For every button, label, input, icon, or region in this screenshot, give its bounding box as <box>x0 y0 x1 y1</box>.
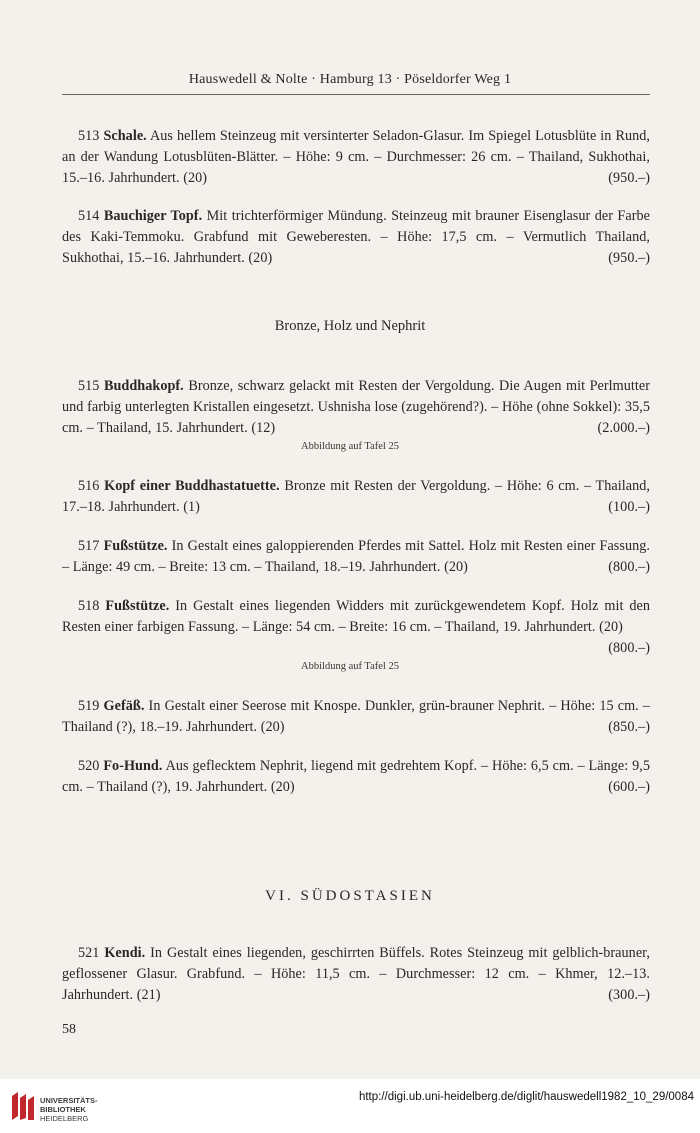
entry-text: In Gestalt eines liegenden Widders mit zurückgewendetem Kopf. Holz mit den Resten einer farbigen Fassung. – Länge: 54 cm. – Breite: 16 cm. – Thailand, 19. Jahrhundert. (20) <box>62 598 650 635</box>
catalog-entry-513 <box>62 126 650 189</box>
entry-title: Bauchiger Topf. <box>103 208 203 224</box>
entry-text: Mit trichterförmiger Mündung. Steinzeug mit brauner Eisenglasur der Farbe des Kaki-Temmoku. Grabfund mit Geweberesten. – Höhe: 17,5 cm. – Vermutlich Thailand, Sukhothai, 15.–16. Jahrhundert. (20) <box>62 208 650 266</box>
entry-number: 518 <box>78 598 100 614</box>
entry-title: Kopf einer Buddhastatuette. <box>104 478 280 494</box>
entry-price: (800.–) <box>608 559 650 575</box>
entry-number: 520 <box>78 758 100 774</box>
entry-title: Kendi. <box>104 945 146 961</box>
entry-text: Bronze mit Resten der Vergoldung. – Höhe: 6 cm. – Thailand, 17.–18. Jahrhundert. (1) <box>62 478 650 515</box>
section-heading-suedostasien: VI. SÜDOSTASIEN <box>265 888 435 904</box>
entry-text: Bronze, schwarz gelackt mit Resten der Vergoldung. Die Augen mit Perlmutter und farbig unterlegten Kristallen eingesetzt. Ushnisha lose (zugehörend?). – Höhe (ohne Sokkel): 35,5 cm. – Thailand, 15. Jahrhundert. (12) <box>62 378 650 436</box>
running-header: Hauswedell & Nolte · Hamburg 13 · Pöseldorfer Weg 1 <box>188 72 512 87</box>
library-logo-icon <box>8 1090 36 1122</box>
catalog-entry-516 <box>62 476 650 518</box>
entry-title: Fußstütze. <box>105 598 170 614</box>
entry-title: Buddhakopf. <box>103 378 184 394</box>
entry-number: 521 <box>78 945 100 961</box>
entry-price: (2.000.–) <box>597 420 650 436</box>
entry-number: 515 <box>78 378 100 394</box>
library-name-line2: BIBLIOTHEK <box>40 1105 86 1114</box>
footer-bar <box>0 1079 700 1133</box>
entry-title: Schale. <box>103 128 147 144</box>
entry-number: 514 <box>78 208 100 224</box>
entry-number: 517 <box>78 538 100 554</box>
catalog-entry-514 <box>62 206 650 269</box>
entry-title: Fo-Hund. <box>103 758 163 774</box>
page-number: 58 <box>62 1022 76 1037</box>
catalog-entry-521 <box>62 943 650 1006</box>
catalog-entry-519 <box>62 696 650 738</box>
entry-text: In Gestalt einer Seerose mit Knospe. Dunkler, grün-brauner Nephrit. – Höhe: 15 cm. – Thailand (?), 18.–19. Jahrhundert. (20) <box>62 698 650 735</box>
source-url-link[interactable]: http://digi.ub.uni-heidelberg.de/diglit/hauswedell1982_10_29/0084 <box>358 1091 694 1103</box>
entry-text: Aus geflecktem Nephrit, liegend mit gedrehtem Kopf. – Höhe: 6,5 cm. – Länge: 9,5 cm. – Thailand (?), 19. Jahrhundert. (20) <box>62 758 650 795</box>
entry-price: (600.–) <box>608 779 650 795</box>
entry-text: Aus hellem Steinzeug mit versinterter Seladon-Glasur. Im Spiegel Lotusblüte in Rund, an der Wandung Lotusblüten-Blätter. – Höhe: 9 cm. – Durchmesser: 26 cm. – Thailand, Sukhothai, 15.–16. Jahrhundert. (20) <box>62 128 650 186</box>
plate-caption: Abbildung auf Tafel 25 <box>301 441 399 452</box>
plate-caption: Abbildung auf Tafel 25 <box>301 661 399 672</box>
entry-price: (100.–) <box>608 499 650 515</box>
catalog-entry-515 <box>62 376 650 439</box>
entry-price: (950.–) <box>608 250 650 266</box>
entry-title: Fußstütze. <box>103 538 168 554</box>
entry-text: In Gestalt eines galoppierenden Pferdes mit Sattel. Holz mit Resten einer Fassung. – Länge: 49 cm. – Breite: 13 cm. – Thailand, 18.–19. Jahrhundert. (20) <box>62 538 650 575</box>
entry-number: 513 <box>78 128 100 144</box>
entry-title: Gefäß. <box>103 698 145 714</box>
entry-number: 519 <box>78 698 100 714</box>
entry-price: (950.–) <box>608 170 650 186</box>
entry-number: 516 <box>78 478 100 494</box>
catalog-entry-518 <box>62 596 650 659</box>
library-name <box>40 1096 98 1123</box>
entry-price: (850.–) <box>608 719 650 735</box>
catalog-entry-520 <box>62 756 650 798</box>
library-name-line1: UNIVERSITÄTS- <box>40 1096 98 1105</box>
header-rule <box>62 94 650 95</box>
catalog-entry-517 <box>62 536 650 578</box>
section-heading-bronze: Bronze, Holz und Nephrit <box>274 318 426 334</box>
entry-text: In Gestalt eines liegenden, geschirrten Büffels. Rotes Steinzeug mit gelblich-brauner, geflossener Glasur. Grabfund. – Höhe: 11,5 cm. – Durchmesser: 12 cm. – Khmer, 12.–13. Jahrhundert. (21) <box>62 945 650 1003</box>
entry-price: (300.–) <box>608 987 650 1003</box>
entry-price: (800.–) <box>608 640 650 656</box>
library-name-line3: HEIDELBERG <box>40 1114 89 1123</box>
